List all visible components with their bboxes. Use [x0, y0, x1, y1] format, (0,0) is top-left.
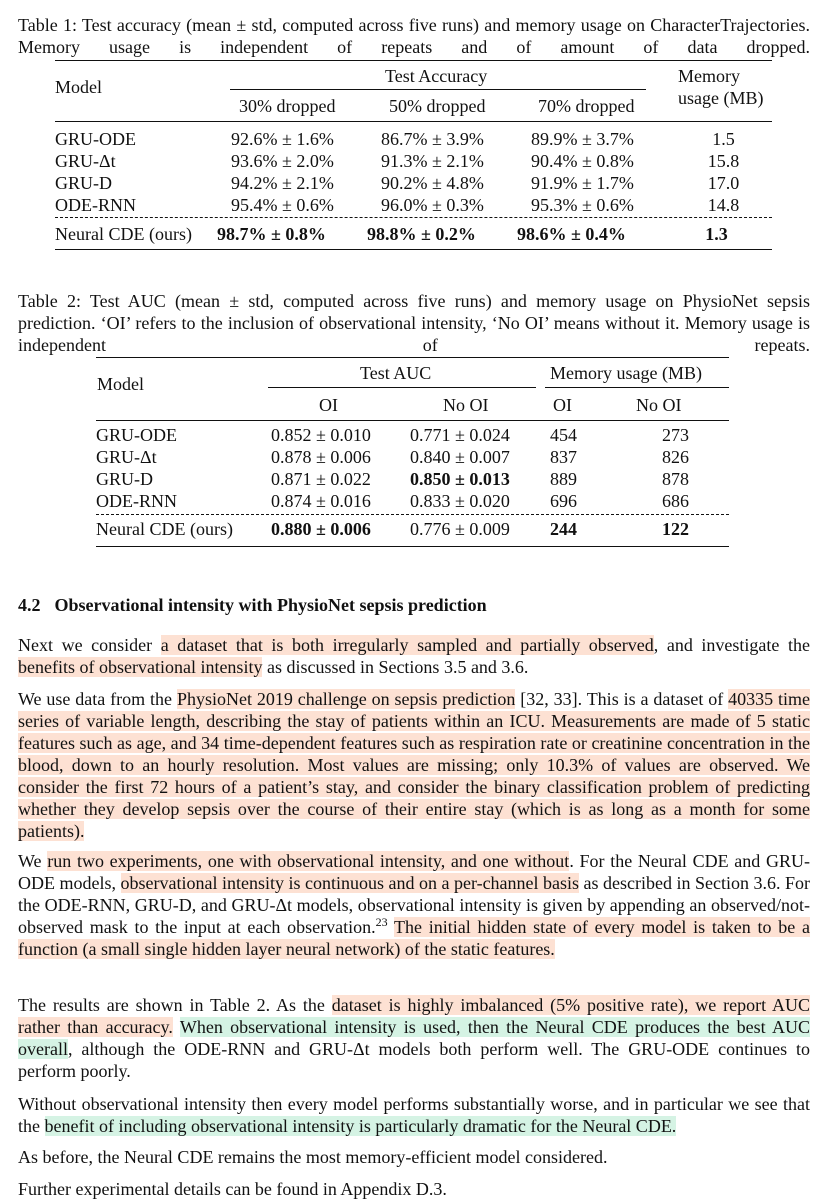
highlight-green: When observational intensity is used, then the Neural CDE produces the best AUC overall: [18, 1017, 810, 1059]
highlight-red: observational intensity is continuous and on a per-channel basis: [120, 873, 580, 893]
table2-header-memory: Memory usage (MB): [550, 363, 702, 383]
highlight-red: run two experiments, one with observational intensity, and one without: [47, 851, 570, 871]
table1-header-rule: [55, 121, 772, 122]
table-row: ODE-RNN 0.874 ± 0.016 0.833 ± 0.020 696 686: [96, 491, 689, 511]
paragraph-2: We use data from the PhysioNet 2019 challenge on sepsis prediction [32, 33]. This is a dataset of 40335 time series of variable length, describing the stay of patients within an ICU. Measurements are made of 5 static features such as age, and 34 time-dependent features such as respiration rate or creatinine concentration in the blood, down to an hourly resolution. Most values are missing; only 10.3% of values are observed. We consider the first 72 hours of a patient’s stay, and consider the binary classification problem of predicting whether they develop sepsis over the course of their entire stay (which is as long as a month for some patients).: [18, 689, 810, 841]
table1-header-70: 70% dropped: [538, 96, 635, 116]
table2-memory-rule: [545, 387, 729, 388]
table1-header-30: 30% dropped: [239, 96, 336, 116]
table1-body: [55, 128, 772, 216]
table-row: GRU-Δt 93.6% ± 2.0% 91.3% ± 2.1% 90.4% ± 0.8% 15.8: [55, 151, 740, 171]
table-row: GRU-D 94.2% ± 2.1% 90.2% ± 4.8% 91.9% ± 1.7% 17.0: [55, 173, 740, 193]
table2-auc-rule: [268, 387, 536, 388]
table1-header-model: Model: [55, 77, 102, 97]
table2-header-test-auc: Test AUC: [360, 363, 432, 383]
table2-header-model: Model: [97, 374, 144, 394]
table-row: GRU-ODE 0.852 ± 0.010 0.771 ± 0.024 454 273: [96, 425, 689, 445]
table-row: ODE-RNN 95.4% ± 0.6% 96.0% ± 0.3% 95.3% ± 0.6% 14.8: [55, 195, 740, 215]
table1-bottom-rule: [55, 249, 772, 250]
table1-header-memory-unit: usage (MB): [678, 88, 764, 108]
footnote-marker: 23: [375, 915, 388, 929]
highlight-red: 40335 time series of variable length, describing the stay of patients within an ICU. Measurements are made of 5 static features such as age, and 34 time-dependent features such as respiration rate or creatinine concentration in the blood, down to an hourly resolution. Most values are missing; only 10.3% of values are observed. We consider the first 72 hours of a patient’s stay, and consider the binary classification problem of predicting whether they develop sepsis over the course of their entire stay (which is as long as a month for some patients).: [18, 689, 810, 841]
table-row: Neural CDE (ours) 98.7% ± 0.8% 98.8% ± 0.2% 98.6% ± 0.4% 1.3: [55, 224, 728, 244]
table1-header-memory: Memory: [678, 66, 740, 86]
highlight-red: The initial hidden state of every model is taken to be a function (a small single hidden layer neural network) of the static features.: [18, 917, 810, 959]
paragraph-1: Next we consider a dataset that is both irregularly sampled and partially observed, and investigate the benefits of observational intensity as discussed in Sections 3.5 and 3.6.: [18, 635, 810, 677]
highlight-red: a dataset that is both irregularly sampled and partially observed: [160, 635, 654, 655]
table1-caption: Table 1: Test accuracy (mean ± std, computed across five runs) and memory usage on CharacterTrajectories. Memory usage is independent of repeats and of amount of data dropped.: [18, 15, 810, 57]
section-heading: [18, 594, 487, 616]
table-row: GRU-D 0.871 ± 0.022 0.850 ± 0.013 889 878: [96, 469, 689, 489]
highlight-red: dataset is highly imbalanced (5% positive rate), we report AUC rather than accuracy.: [18, 995, 810, 1037]
table1-header-test-accuracy: Test Accuracy: [385, 66, 488, 86]
table2-header-mem-oi: OI: [553, 395, 572, 415]
highlight-red: benefits of observational intensity: [18, 657, 263, 677]
table2-header-rule: [96, 420, 729, 421]
table2-header-nooi: No OI: [443, 395, 489, 415]
table1-group-rule: [230, 89, 646, 90]
table2-bottom-rule: [96, 546, 729, 547]
section-title: Observational intensity with PhysioNet sepsis prediction: [54, 595, 487, 615]
table1-top-rule: [55, 60, 772, 61]
table2-dashed-rule: [96, 514, 729, 515]
table2-body: [96, 424, 729, 512]
table2-ours-row: [96, 518, 729, 540]
paragraph-6: As before, the Neural CDE remains the most memory-efficient model considered.: [18, 1147, 608, 1167]
table1-header-50: 50% dropped: [389, 96, 486, 116]
paragraph-5: Without observational intensity then every model performs substantially worse, and in particular we see that the benefit of including observational intensity is particularly dramatic for the Neural CDE.: [18, 1094, 810, 1136]
table2-header-mem-nooi: No OI: [636, 395, 682, 415]
table-row: Neural CDE (ours) 0.880 ± 0.006 0.776 ± 0.009 244 122: [96, 519, 689, 539]
table2-caption: Table 2: Test AUC (mean ± std, computed across five runs) and memory usage on PhysioNet sepsis prediction. ‘OI’ refers to the inclusion of observational intensity, ‘No OI’ means without it. Memory usage is independent of repeats.: [18, 291, 810, 355]
table-row: GRU-Δt 0.878 ± 0.006 0.840 ± 0.007 837 826: [96, 447, 689, 467]
table2-header-oi: OI: [319, 395, 338, 415]
table1-dashed-rule: [55, 217, 772, 218]
highlight-green: benefit of including observational intensity is particularly dramatic for the Neural CDE.: [44, 1116, 677, 1136]
paragraph-4: The results are shown in Table 2. As the dataset is highly imbalanced (5% positive rate), we report AUC rather than accuracy. When observational intensity is used, then the Neural CDE produces the best AUC overall, although the ODE-RNN and GRU-Δt models both perform well. The GRU-ODE continues to perform poorly.: [18, 995, 810, 1081]
table2-top-rule: [96, 357, 729, 358]
paragraph-7: Further experimental details can be found in Appendix D.3.: [18, 1179, 447, 1199]
paragraph-3: We run two experiments, one with observational intensity, and one without. For the Neural CDE and GRU-ODE models, observational intensity is continuous and on a per-channel basis as described in Section 3.6. For the ODE-RNN, GRU-D, and GRU-Δt models, observational intensity is given by appending an observed/not-observed mask to the input at each observation.$^{23}$ The initial hidden state of every model is taken to be a function (a small single hidden layer neural network) of the static features.: [18, 851, 811, 959]
highlight-red: PhysioNet 2019 challenge on sepsis prediction: [176, 689, 516, 709]
section-number: 4.2: [18, 595, 41, 615]
table1-ours-row: [55, 223, 772, 245]
table-row: GRU-ODE 92.6% ± 1.6% 86.7% ± 3.9% 89.9% ± 3.7% 1.5: [55, 129, 735, 149]
